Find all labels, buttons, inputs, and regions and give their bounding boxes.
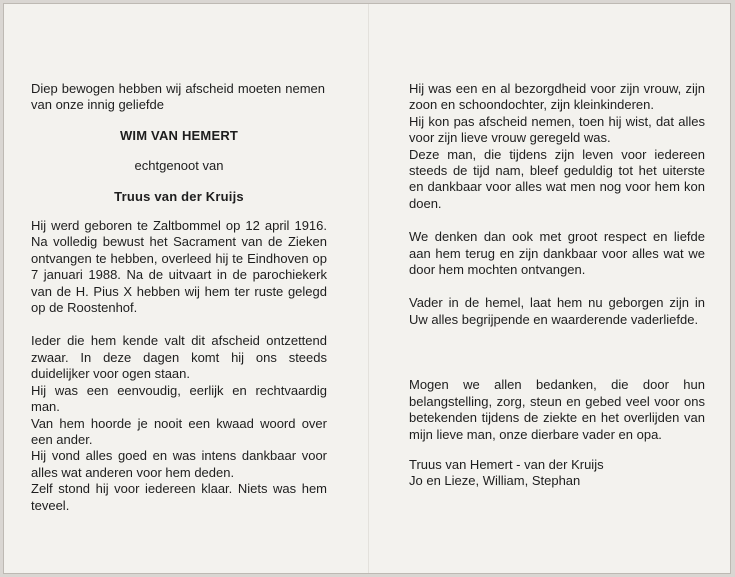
tribute-line: Ieder die hem kende valt dit afscheid ontzettend zwaar. In deze dagen komt hij ons steeds duidelijker voor ogen staan. [31,333,327,382]
deceased-name: WIM VAN HEMERT [119,127,239,143]
spouse-name: Truus van der Kruijs [114,188,244,204]
care-line: Hij kon pas afscheid nemen, toen hij wist, dat alles voor zijn lieve vrouw geregeld was. [409,113,705,146]
thanks-text: Mogen we allen bedanken, die door hun belangstelling, zorg, steun en gebed veel voor ons betekenden tijdens de ziekte en het overlijden van mijn lieve man, onze dierbare vader en opa. [409,377,705,442]
care-line: Deze man, die tijdens zijn leven voor iedereen steeds de tijd nam, bleef geduldig tot het uiterste en dankbaar voor alles wat men nog voor hem kon doen. [409,146,705,211]
respect-text: We denken dan ook met groot respect en liefde aan hem terug en zijn dankbaar voor alles wat we door hem mochten ontvangen. [409,229,705,278]
care-line: Hij was een en al bezorgdheid voor zijn vrouw, zijn zoon en schoondochter, zijn kleinkinderen. [409,81,705,113]
tribute-block [31,333,327,513]
memorial-card [3,3,731,574]
right-page [409,81,705,490]
tribute-line: Zelf stond hij voor iedereen klaar. Niets was hem teveel. [31,481,327,513]
signature-line: Jo en Lieze, William, Stephan [409,473,581,489]
care-block [409,81,705,212]
prayer-text: Vader in de hemel, laat hem nu geborgen zijn in Uw alles begrijpende en waarderende vaderliefde. [409,295,705,327]
left-page [31,81,327,514]
tribute-line: Hij vond alles goed en was intens dankbaar voor alles wat anderen voor hem deden. [31,448,327,480]
relation-text: echtgenoot van [134,158,224,174]
tribute-line: Van hem hoorde je nooit een kwaad woord over een ander. [31,415,327,447]
tribute-line: Hij was een eenvoudig, eerlijk en rechtvaardig man. [31,382,327,415]
signature-line: Truus van Hemert - van der Kruijs [409,456,604,472]
card-fold-line [368,4,369,573]
signature-block [409,457,705,490]
biography-text: Hij werd geboren te Zaltbommel op 12 april 1916. Na volledig bewust het Sacrament van de Zieken ontvangen te hebben, overleed hij te Eindhoven op 7 januari 1988. Na de uitvaart in de parochiekerk van de H. Pius X hebben wij hem ter ruste gelegd op de Roostenhof. [31,218,327,316]
intro-text: Diep bewogen hebben wij afscheid moeten nemen van onze innig geliefde [31,81,325,113]
